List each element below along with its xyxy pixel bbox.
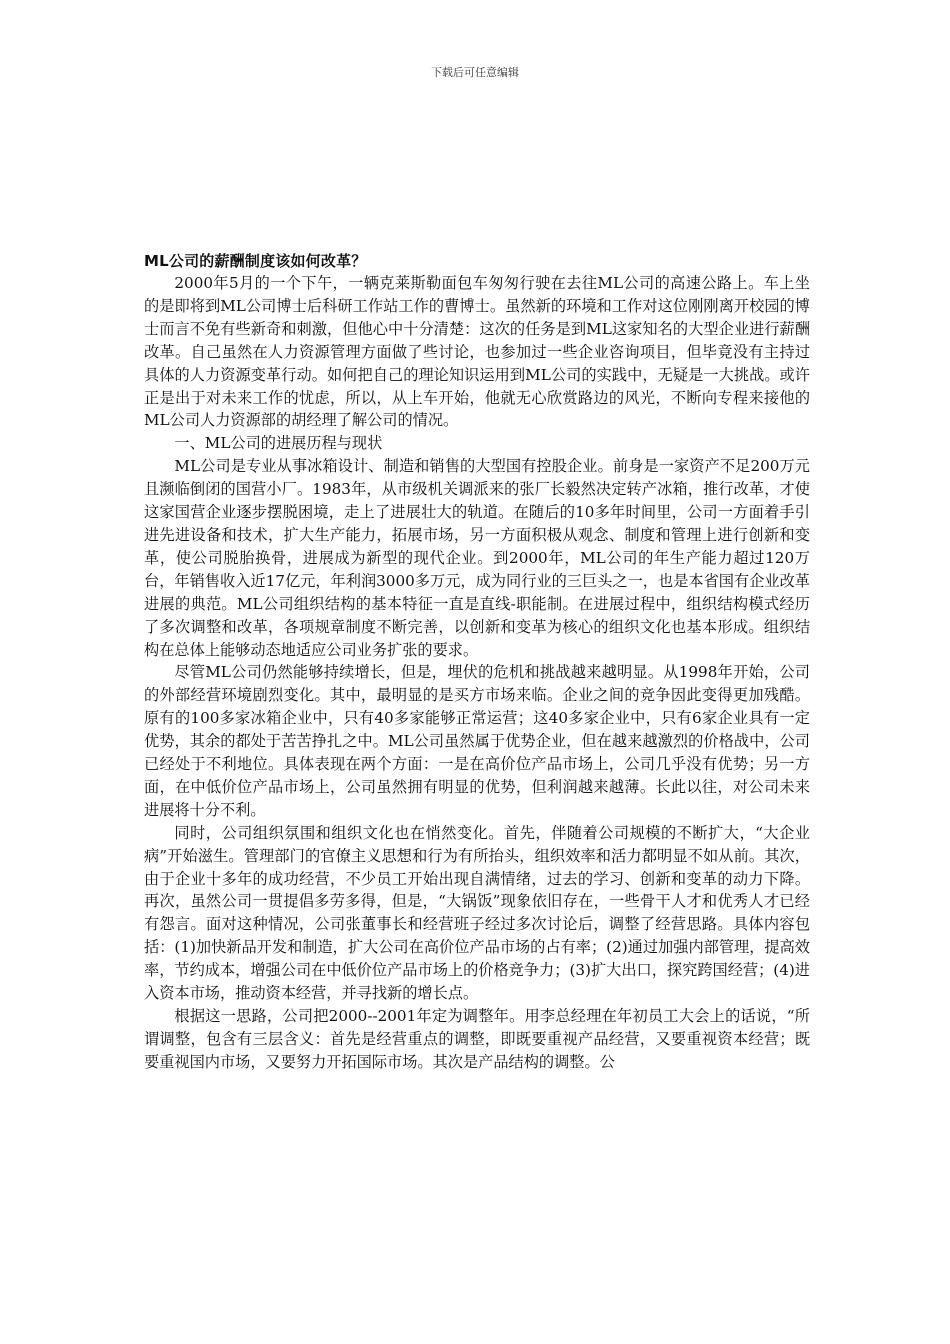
document-title: ML公司的薪酬制度该如何改革？	[144, 252, 367, 270]
paragraph-culture-change: 同时，公司组织氛围和组织文化也在悄然变化。首先，伴随着公司规模的不断扩大，“大企业病”开始滋生。管理部门的官僚主义思想和行为有所抬头，组织效率和活力都明显不如从前。其次，由于企业十多年的成功经营，不少员工开始出现自满情绪，过去的学习、创新和变革的动力下降。再次，虽然公司一贯提倡多劳多得，但是，“大锅饭”现象依旧存在，一些骨干人才和优秀人才已经有怨言。面对这种情况，公司张董事长和经营班子经过多次讨论后，调整了经营思路。具体内容包括：(1)加快新品开发和制造，扩大公司在高价位产品市场的占有率；(2)通过加强内部管理，提高效率，节约成本，增强公司在中低价位产品市场上的价格竞争力；(3)扩大出口，探究跨国经营；(4)进入资本市场，推动资本经营，并寻找新的增长点。	[144, 823, 810, 1003]
document-body	[144, 250, 810, 1074]
paragraph-intro: 2000年5月的一个下午，一辆克莱斯勒面包车匆匆行驶在去往ML公司的高速公路上。车上坐的是即将到ML公司博士后科研工作站工作的曹博士。虽然新的环境和工作对这位刚刚离开校园的博士而言不免有些新奇和刺激，但他心中十分清楚：这次的任务是到ML这家知名的大型企业进行薪酬改革。自己虽然在人力资源管理方面做了些讨论，也参加过一些企业咨询项目，但毕竟没有主持过具体的人力资源变革行动。如何把自己的理论知识运用到ML公司的实践中，无疑是一大挑战。或许正是出于对未来工作的忧虑，所以，从上车开始，他就无心欣赏路边的风光，不断向专程来接他的ML公司人力资源部的胡经理了解公司的情况。	[144, 274, 810, 430]
paragraph-company-background: ML公司是专业从事冰箱设计、制造和销售的大型国有控股企业。前身是一家资产不足200万元且濒临倒闭的国营小厂。1983年，从市级机关调派来的张厂长毅然决定转产冰箱，推行改革，才使这家国营企业逐步摆脱困境，走上了进展壮大的轨道。在随后的10多年时间里，公司一方面着手引进先进设备和技术，扩大生产能力，拓展市场，另一方面积极从观念、制度和管理上进行创新和变革，使公司脱胎换骨，进展成为新型的现代企业。到2000年，ML公司的年生产能力超过120万台，年销售收入近17亿元，年利润3000多万元，成为同行业的三巨头之一，也是本省国有企业改革进展的典范。ML公司组织结构的基本特征一直是直线-职能制。在进展过程中，组织结构模式经历了多次调整和改革，各项规章制度不断完善，以创新和变革为核心的组织文化也基本形成。组织结构在总体上能够动态地适应公司业务扩张的要求。	[144, 457, 810, 659]
paragraph-challenges: 尽管ML公司仍然能够持续增长，但是，埋伏的危机和挑战越来越明显。从1998年开始，公司的外部经营环境剧烈变化。其中，最明显的是买方市场来临。企业之间的竞争因此变得更加残酷。原有的100多家冰箱企业中，只有40多家能够正常运营；这40多家企业中，只有6家企业具有一定优势，其余的都处于苦苦挣扎之中。ML公司虽然属于优势企业，但在越来越激烈的价格战中，公司已经处于不利地位。具体表现在两个方面：一是在高价位产品市场上，公司几乎没有优势；另一方面，在中低价位产品市场上，公司虽然拥有明显的优势，但利润越来越薄。长此以往，对公司未来进展将十分不利。	[144, 663, 810, 819]
page-header: 下载后可任意编辑	[431, 66, 519, 79]
paragraph-adjustment-year: 根据这一思路，公司把2000--2001年定为调整年。用李总经理在年初员工大会上的话说，“所谓调整，包含有三层含义：首先是经营重点的调整，即既要重视产品经营，又要重视资本经营；既要重视国内市场，又要努力开拓国际市场。其次是产品结构的调整。公	[144, 1007, 810, 1071]
section-heading: 一、ML公司的进展历程与现状	[174, 434, 383, 453]
